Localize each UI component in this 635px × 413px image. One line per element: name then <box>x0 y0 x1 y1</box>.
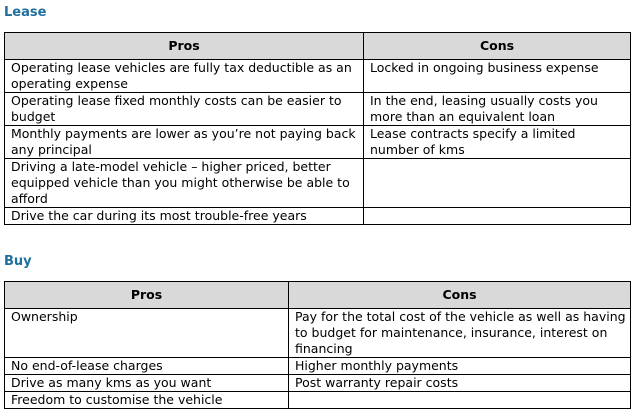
lease-pro-cell: Drive the car during its most trouble-free years <box>5 208 364 225</box>
table-row <box>5 358 631 375</box>
buy-pro-cell: Freedom to customise the vehicle <box>5 392 289 409</box>
table-row <box>5 375 631 392</box>
lease-con-cell <box>364 208 631 225</box>
table-row <box>5 208 631 225</box>
table-row <box>5 93 631 126</box>
lease-table <box>4 32 631 225</box>
table-row <box>5 159 631 208</box>
lease-con-cell <box>364 159 631 208</box>
buy-con-cell: Post warranty repair costs <box>289 375 631 392</box>
buy-heading: Buy <box>4 254 32 269</box>
table-row <box>5 60 631 93</box>
buy-con-cell: Higher monthly payments <box>289 358 631 375</box>
lease-pro-cell: Operating lease vehicles are fully tax deductible as an operating expense <box>5 60 364 93</box>
lease-pro-cell: Operating lease fixed monthly costs can be easier to budget <box>5 93 364 126</box>
lease-cons-header: Cons <box>364 33 631 60</box>
buy-pro-cell: No end-of-lease charges <box>5 358 289 375</box>
lease-heading: Lease <box>4 5 47 20</box>
lease-con-cell: Lease contracts specify a limited number of kms <box>364 126 631 159</box>
table-row <box>5 126 631 159</box>
lease-pro-cell: Driving a late-model vehicle – higher priced, better equipped vehicle than you might otherwise be able to afford <box>5 159 364 208</box>
lease-pros-header: Pros <box>5 33 364 60</box>
buy-pro-cell: Ownership <box>5 309 289 358</box>
buy-con-cell <box>289 392 631 409</box>
buy-header-row <box>5 282 631 309</box>
table-row <box>5 392 631 409</box>
buy-table <box>4 281 631 409</box>
lease-con-cell: Locked in ongoing business expense <box>364 60 631 93</box>
lease-con-cell: In the end, leasing usually costs you more than an equivalent loan <box>364 93 631 126</box>
buy-cons-header: Cons <box>289 282 631 309</box>
buy-pro-cell: Drive as many kms as you want <box>5 375 289 392</box>
lease-pro-cell: Monthly payments are lower as you’re not paying back any principal <box>5 126 364 159</box>
lease-header-row <box>5 33 631 60</box>
buy-pros-header: Pros <box>5 282 289 309</box>
buy-con-cell: Pay for the total cost of the vehicle as well as having to budget for maintenance, insurance, interest on financing <box>289 309 631 358</box>
table-row <box>5 309 631 358</box>
